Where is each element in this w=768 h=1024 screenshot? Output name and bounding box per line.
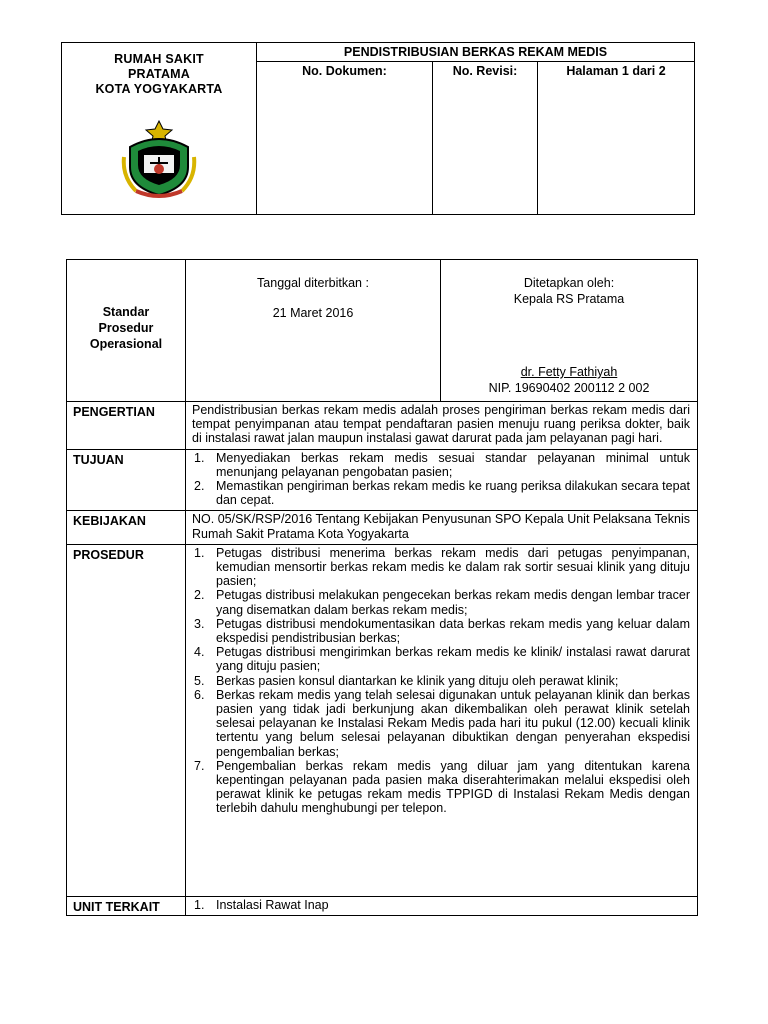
row-unit-terkait	[67, 896, 698, 915]
issued-label: Tanggal diterbitkan :	[257, 276, 369, 290]
city-emblem-icon	[120, 117, 198, 199]
list-item: 4. Petugas distribusi mengirimkan berkas rekam medis ke klinik/ instalasi rawat darurat yang dituju pasien;	[194, 645, 690, 674]
hospital-cell	[62, 43, 257, 215]
revision-number-label: No. Revisi:	[433, 62, 538, 215]
prosedur-content	[186, 544, 698, 896]
list-item: 2. Petugas distribusi melakukan pengecekan berkas rekam medis dengan lembar tracer yang disematkan dalam berkas rekam medis;	[194, 588, 690, 617]
issued-date: 21 Maret 2016	[272, 306, 354, 320]
set-by-title: Kepala RS Pratama	[513, 292, 625, 306]
list-item: 3. Petugas distribusi mendokumentasikan data berkas rekam medis yang keluar dalam ekspedisi pendistribusian berkas;	[194, 616, 690, 646]
list-item: 2. Memastikan pengiriman berkas rekam medis ke ruang periksa dilakukan secara tepat dan cepat.	[194, 479, 690, 508]
unit-terkait-label: UNIT TERKAIT	[67, 896, 186, 915]
document-title: PENDISTRIBUSIAN BERKAS REKAM MEDIS	[257, 43, 695, 62]
unit-terkait-content	[186, 896, 698, 915]
signer-name: dr. Fetty Fathiyah	[520, 365, 618, 379]
list-item: 7. Pengembalian berkas rekam medis yang diluar jam yang ditentukan karena kepentingan pelayanan pada pasien maka diserahterimakan melalui ekspedisi oleh perawat klinik ke petugas rekam medis TPPIGD di Instalasi Rekam Medis dengan terlebih dahulu menghubungi per telepon.	[194, 758, 690, 816]
sop-title: Standar Prosedur Operasional	[89, 305, 163, 351]
kebijakan-label: KEBIJAKAN	[67, 511, 186, 544]
row-tujuan	[67, 449, 698, 511]
pengertian-text: Pendistribusian berkas rekam medis adalah proses pengiriman berkas rekam medis dari tempat penyimpanan atau tempat pendaftaran pasien menuju ruang periksa dokter, baik di instalasi rawat jalan maupun instalasi gawat darurat pada jam pelayanan pagi hari.	[186, 402, 698, 450]
pengertian-label: PENGERTIAN	[67, 402, 186, 450]
list-item: 1. Menyediakan berkas rekam medis sesuai standar pelayanan minimal untuk menunjang pelayanan pengobatan pasien;	[194, 450, 690, 479]
tujuan-content	[186, 449, 698, 511]
issued-cell	[186, 260, 441, 402]
list-item: 1. Instalasi Rawat Inap	[194, 897, 329, 912]
document-header	[61, 42, 695, 215]
list-item: 1. Petugas distribusi menerima berkas rekam medis dari petugas penyimpanan, kemudian mensortir berkas rekam medis ke dalam rak sortir sesuai klinik yang dituju pasien;	[194, 545, 690, 589]
tujuan-label: TUJUAN	[67, 449, 186, 511]
sop-table	[66, 259, 698, 916]
page-number-label: Halaman 1 dari 2	[538, 62, 695, 215]
kebijakan-text: NO. 05/SK/RSP/2016 Tentang Kebijakan Penyusunan SPO Kepala Unit Pelaksana Teknis Rumah Sakit Pratama Kota Yogyakarta	[186, 511, 698, 544]
sop-title-cell	[67, 260, 186, 402]
list-item: 6. Berkas rekam medis yang telah selesai digunakan untuk pelayanan klinik dan berkas pasien yang tidak jadi berkunjung akan dikembalikan oleh perawat klinik setelah selesai pelayanan ke Instalasi Rekam Medis pada hari itu pukul (12.00) kecuali klinik tertentu yang belum selesai pelayanan dibuktikan dengan penyerahan ekspedisi pengembalian berkas;	[194, 687, 690, 759]
list-item: 5. Berkas pasien konsul diantarkan ke klinik yang dituju oleh perawat klinik;	[194, 673, 619, 688]
row-pengertian	[67, 402, 698, 450]
row-prosedur	[67, 544, 698, 896]
set-by-cell	[441, 260, 698, 402]
document-number-label: No. Dokumen:	[257, 62, 433, 215]
signer-nip: NIP. 19690402 200112 2 002	[488, 381, 650, 395]
row-kebijakan	[67, 511, 698, 544]
hospital-name: RUMAH SAKIT PRATAMA KOTA YOGYAKARTA	[95, 52, 223, 96]
set-by-label: Ditetapkan oleh:	[523, 276, 615, 290]
prosedur-label: PROSEDUR	[67, 544, 186, 896]
